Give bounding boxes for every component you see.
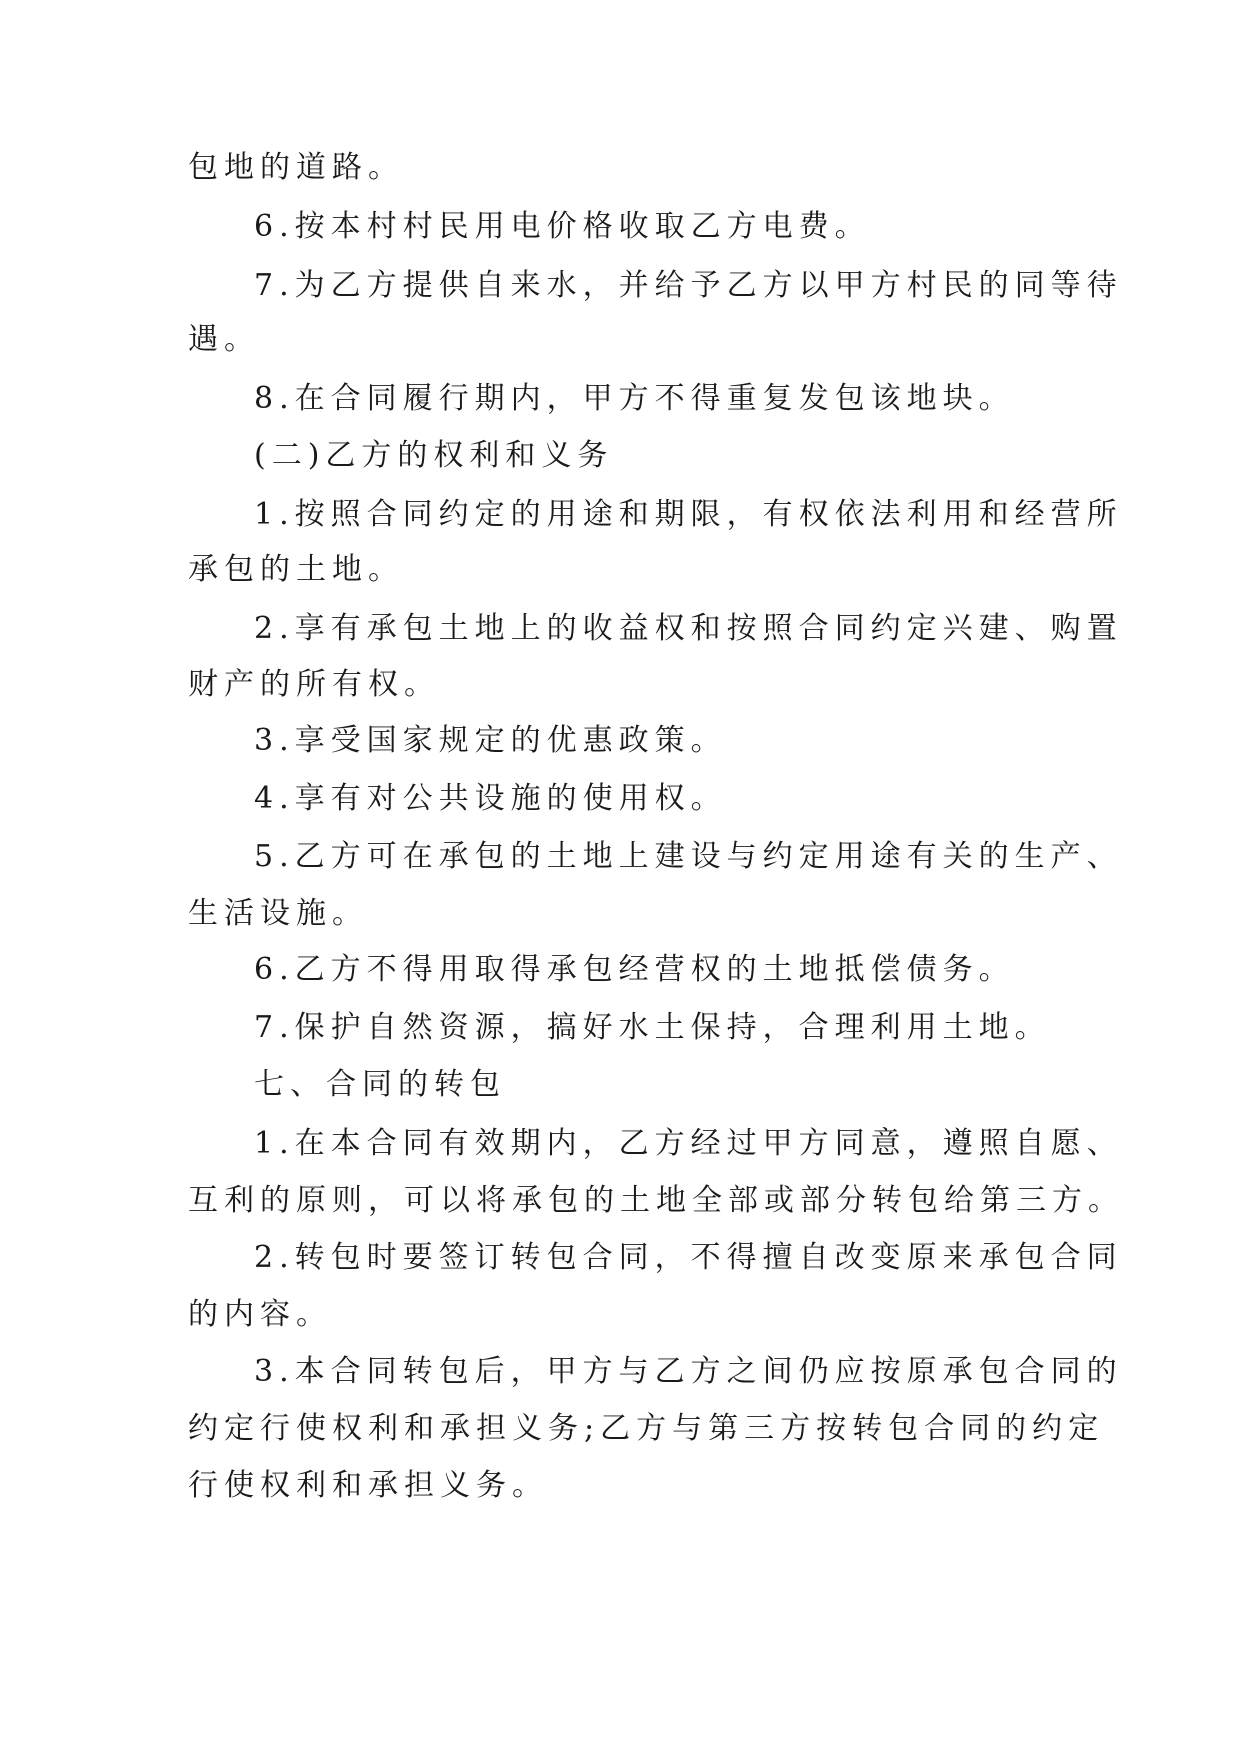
text-line: 7.保护自然资源，搞好水土保持，合理利用土地。	[254, 1010, 1051, 1045]
text-line: 8.在合同履行期内，甲方不得重复发包该地块。	[254, 381, 1015, 416]
section-heading: (二)乙方的权利和义务	[254, 438, 614, 473]
text-line: 5.乙方可在承包的土地上建设与约定用途有关的生产、	[254, 839, 1123, 874]
text-line: 承包的土地。	[188, 552, 404, 587]
text-line: 2.享有承包土地上的收益权和按照合同约定兴建、购置	[254, 611, 1123, 646]
text-line: 1.按照合同约定的用途和期限，有权依法利用和经营所	[254, 497, 1123, 532]
text-line: 4.享有对公共设施的使用权。	[254, 781, 727, 816]
text-line: 约定行使权利和承担义务;乙方与第三方按转包合同的约定	[188, 1411, 1105, 1446]
text-line: 互利的原则，可以将承包的土地全部或部分转包给第三方。	[188, 1183, 1124, 1218]
text-line: 6.乙方不得用取得承包经营权的土地抵偿债务。	[254, 952, 1015, 987]
text-line: 遇。	[188, 322, 260, 357]
text-line: 财产的所有权。	[188, 667, 440, 702]
text-line: 3.享受国家规定的优惠政策。	[254, 723, 727, 758]
text-line: 2.转包时要签订转包合同，不得擅自改变原来承包合同	[254, 1240, 1123, 1275]
section-heading: 七、合同的转包	[254, 1067, 506, 1102]
text-line: 生活设施。	[188, 896, 368, 931]
text-line: 3.本合同转包后，甲方与乙方之间仍应按原承包合同的	[254, 1354, 1123, 1389]
text-line: 7.为乙方提供自来水，并给予乙方以甲方村民的同等待	[254, 268, 1123, 303]
text-line: 1.在本合同有效期内，乙方经过甲方同意，遵照自愿、	[254, 1126, 1123, 1161]
text-line: 包地的道路。	[188, 150, 404, 185]
text-line: 行使权利和承担义务。	[188, 1468, 548, 1503]
text-line: 6.按本村村民用电价格收取乙方电费。	[254, 209, 871, 244]
text-line: 的内容。	[188, 1297, 332, 1332]
